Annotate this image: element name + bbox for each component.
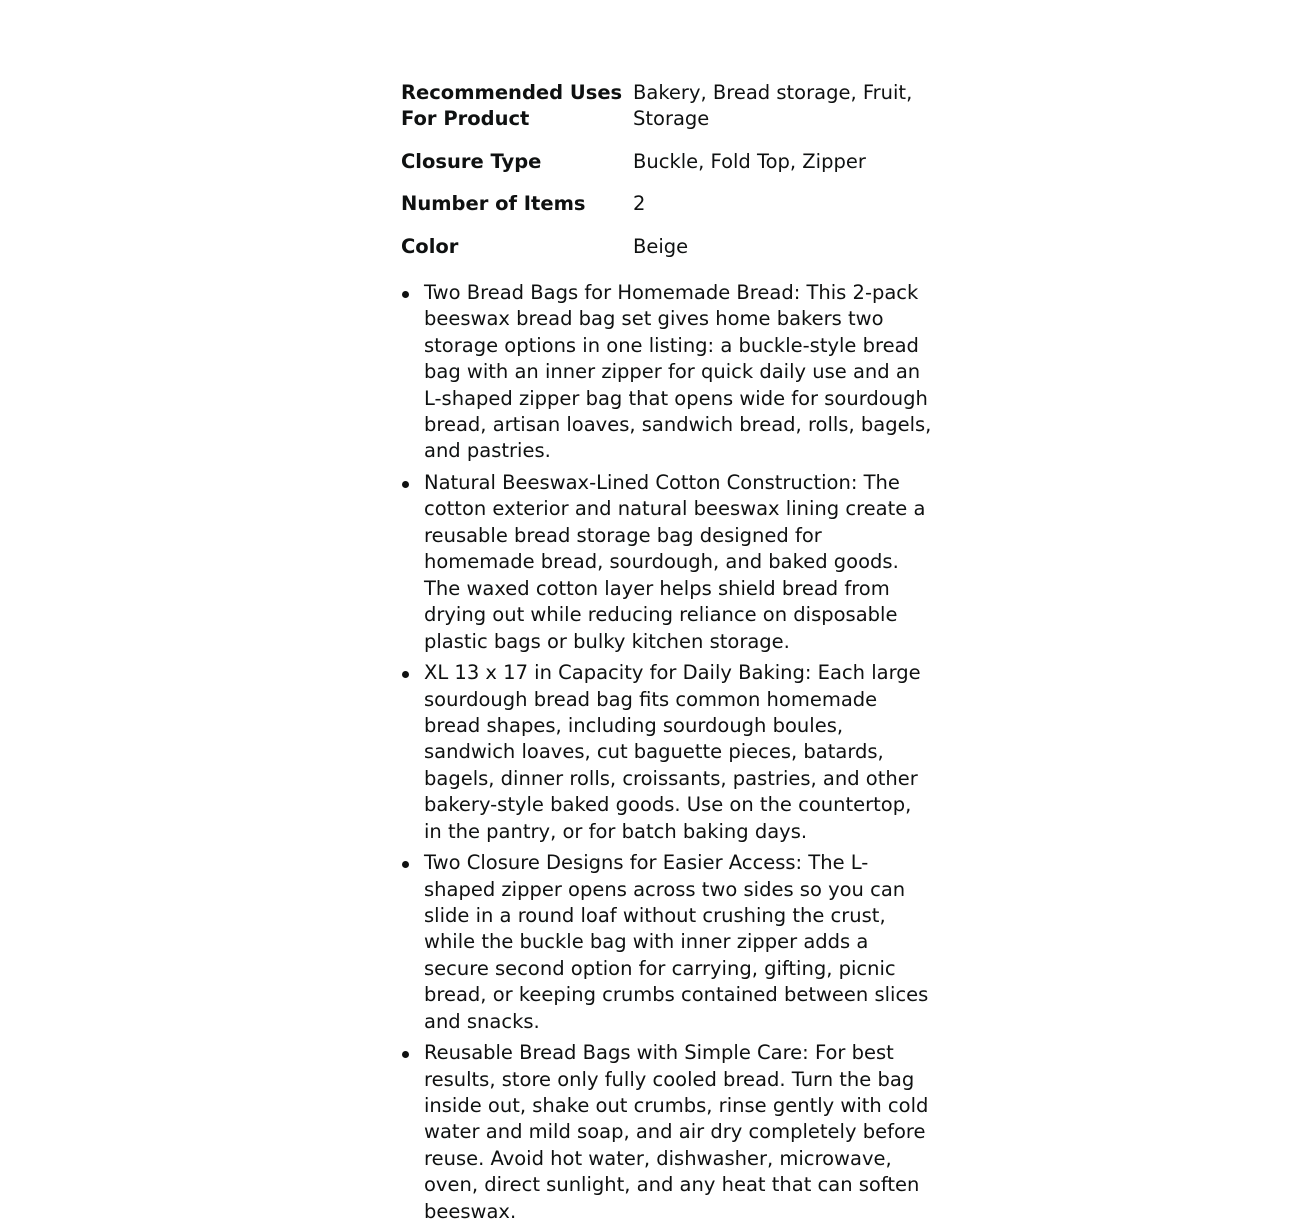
feature-bullet-text: Two Bread Bags for Homemade Bread: This 2-pack beeswax bread bag set gives home bakers two storage options in one listing: a buckle-style bread bag with an inner zipper for quick daily use and an L-shaped zipper bag that opens wide for sourdough bread, artisan loaves, sandwich bread, rolls, bagels, and pastries.	[424, 281, 932, 463]
bullet-dot-icon	[402, 861, 409, 868]
bullet-dot-icon	[402, 481, 409, 488]
feature-bullet	[401, 660, 934, 845]
spec-value: 2	[633, 192, 646, 216]
product-details	[401, 80, 941, 1230]
spec-label: Closure Type	[401, 149, 542, 173]
bullet-dot-icon	[402, 291, 409, 298]
spec-label: Color	[401, 234, 459, 258]
spec-label: Number of Items	[401, 192, 586, 216]
feature-bullet	[401, 850, 934, 1035]
spec-value: Buckle, Fold Top, Zipper	[633, 149, 866, 173]
bullet-dot-icon	[402, 671, 409, 678]
feature-bullet	[401, 470, 934, 655]
feature-bullet-text: Reusable Bread Bags with Simple Care: For best results, store only fully cooled bread. Turn the bag inside out, shake out crumbs, rinse gently with cold water and mild soap, and air dry completely before reuse. Avoid hot water, dishwasher, microwave, oven, direct sunlight, and any heat that can soften beeswax.	[424, 1041, 929, 1223]
spec-value: Bakery, Bread storage, Fruit, Storage	[633, 81, 913, 131]
feature-bullet-text: Natural Beeswax-Lined Cotton Construction: The cotton exterior and natural beeswax lining create a reusable bread storage bag designed for homemade bread, sourdough, and baked goods. The waxed cotton layer helps shield bread from drying out while reducing reliance on disposable plastic bags or bulky kitchen storage.	[424, 471, 926, 653]
spec-row-number-of-items	[401, 175, 941, 217]
feature-bullet-text: XL 13 x 17 in Capacity for Daily Baking: Each large sourdough bread bag fits common homemade bread shapes, including sourdough boules, sandwich loaves, cut baguette pieces, batards, bagels, dinner rolls, croissants, pastries, and other bakery-style baked goods. Use on the countertop, in the pantry, or for batch baking days.	[424, 661, 921, 843]
feature-bullet-list	[401, 280, 941, 1225]
feature-bullet-text: Two Closure Designs for Easier Access: The L-shaped zipper opens across two sides so you can slide in a round loaf without crushing the crust, while the buckle bag with inner zipper adds a secure second option for carrying, gifting, picnic bread, or keeping crumbs contained between slices and snacks.	[424, 851, 929, 1033]
product-specs-table	[401, 80, 941, 260]
spec-label: Recommended Uses For Product	[401, 81, 623, 131]
feature-bullet	[401, 1040, 934, 1225]
spec-value: Beige	[633, 234, 689, 258]
spec-row-color	[401, 218, 941, 260]
spec-row-recommended-uses	[401, 80, 941, 133]
spec-row-closure-type	[401, 133, 941, 175]
feature-bullet	[401, 280, 934, 465]
bullet-dot-icon	[402, 1051, 409, 1058]
